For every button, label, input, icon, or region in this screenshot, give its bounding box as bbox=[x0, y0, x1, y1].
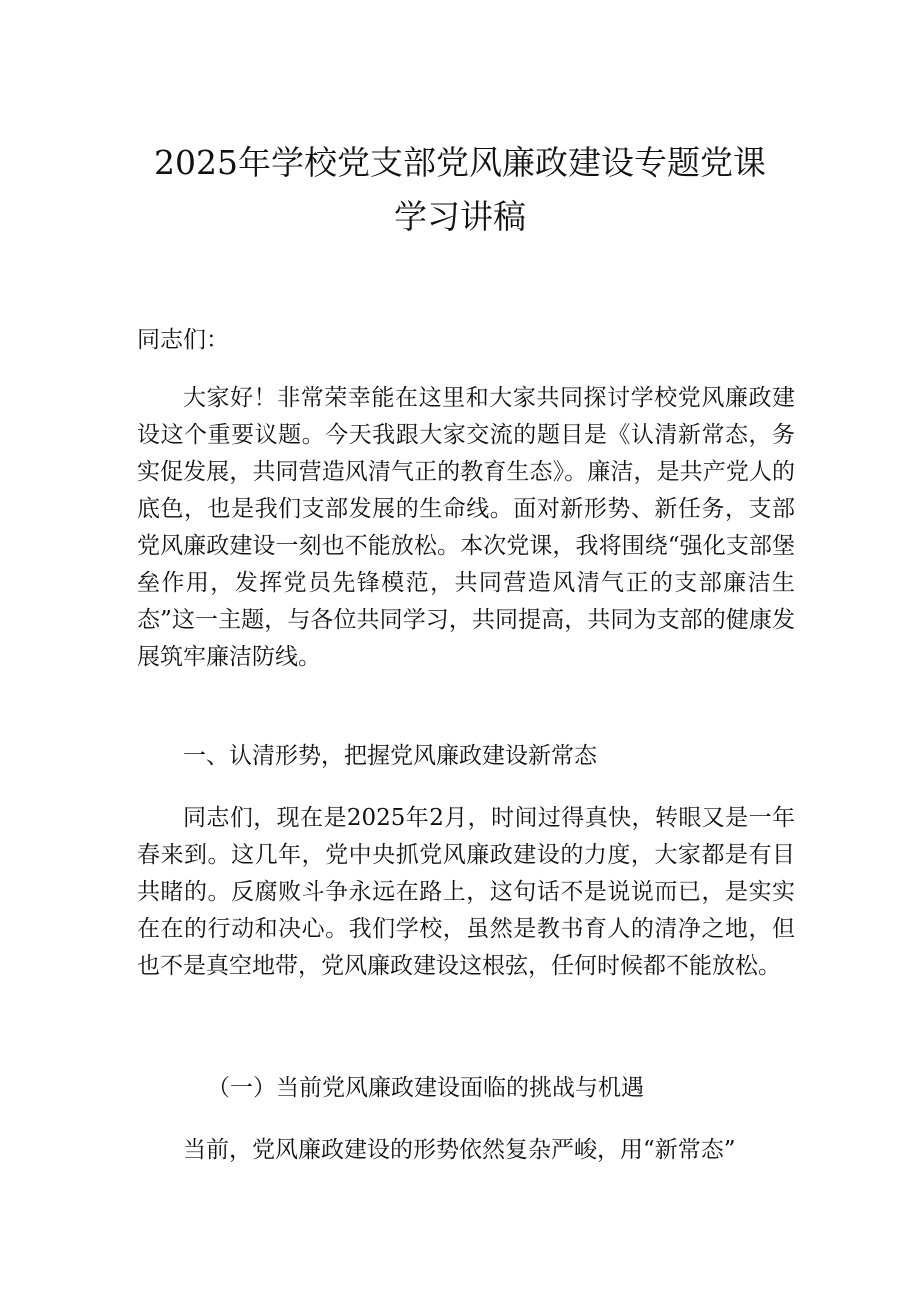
paragraph-section-1: 同志们，现在是2025年2月，时间过得真快，转眼又是一年春来到。这几年，党中央抓党风廉政建设的力度，大家都是有目共睹的。反腐败斗争永远在路上，这句话不是说说而已，是实实在在的行动和决心。我们学校，虽然是教书育人的清净之地，但也不是真空地带，党风廉政建设这根弦，任何时候都不能放松。 bbox=[137, 805, 795, 979]
section-heading-1: 一、认清形势，把握党风廉政建设新常态 bbox=[183, 743, 597, 769]
document-title-line1: 2025年学校党支部党风廉政建设专题党课 bbox=[154, 143, 766, 182]
subsection-heading-1: （一）当前党风廉政建设面临的挑战与机遇 bbox=[207, 1075, 644, 1101]
salutation: 同志们： bbox=[137, 327, 229, 353]
document-title-line2: 学习讲稿 bbox=[394, 197, 526, 236]
paragraph-intro: 大家好！非常荣幸能在这里和大家共同探讨学校党风廉政建设这个重要议题。今天我跟大家交流的题目是《认清新常态，务实促发展，共同营造风清气正的教育生态》。廉洁，是共产党人的底色，也是我们支部发展的生命线。面对新形势、新任务，支部党风廉政建设一刻也不能放松。本次党课，我将围绕“强化支部堡垒作用，发挥党员先锋模范，共同营造风清气正的支部廉洁生态”这一主题，与各位共同学习，共同提高，共同为支部的健康发展筑牢廉洁防线。 bbox=[137, 385, 795, 670]
paragraph-subsection-1: 当前，党风廉政建设的形势依然复杂严峻，用“新常态” bbox=[183, 1137, 736, 1163]
